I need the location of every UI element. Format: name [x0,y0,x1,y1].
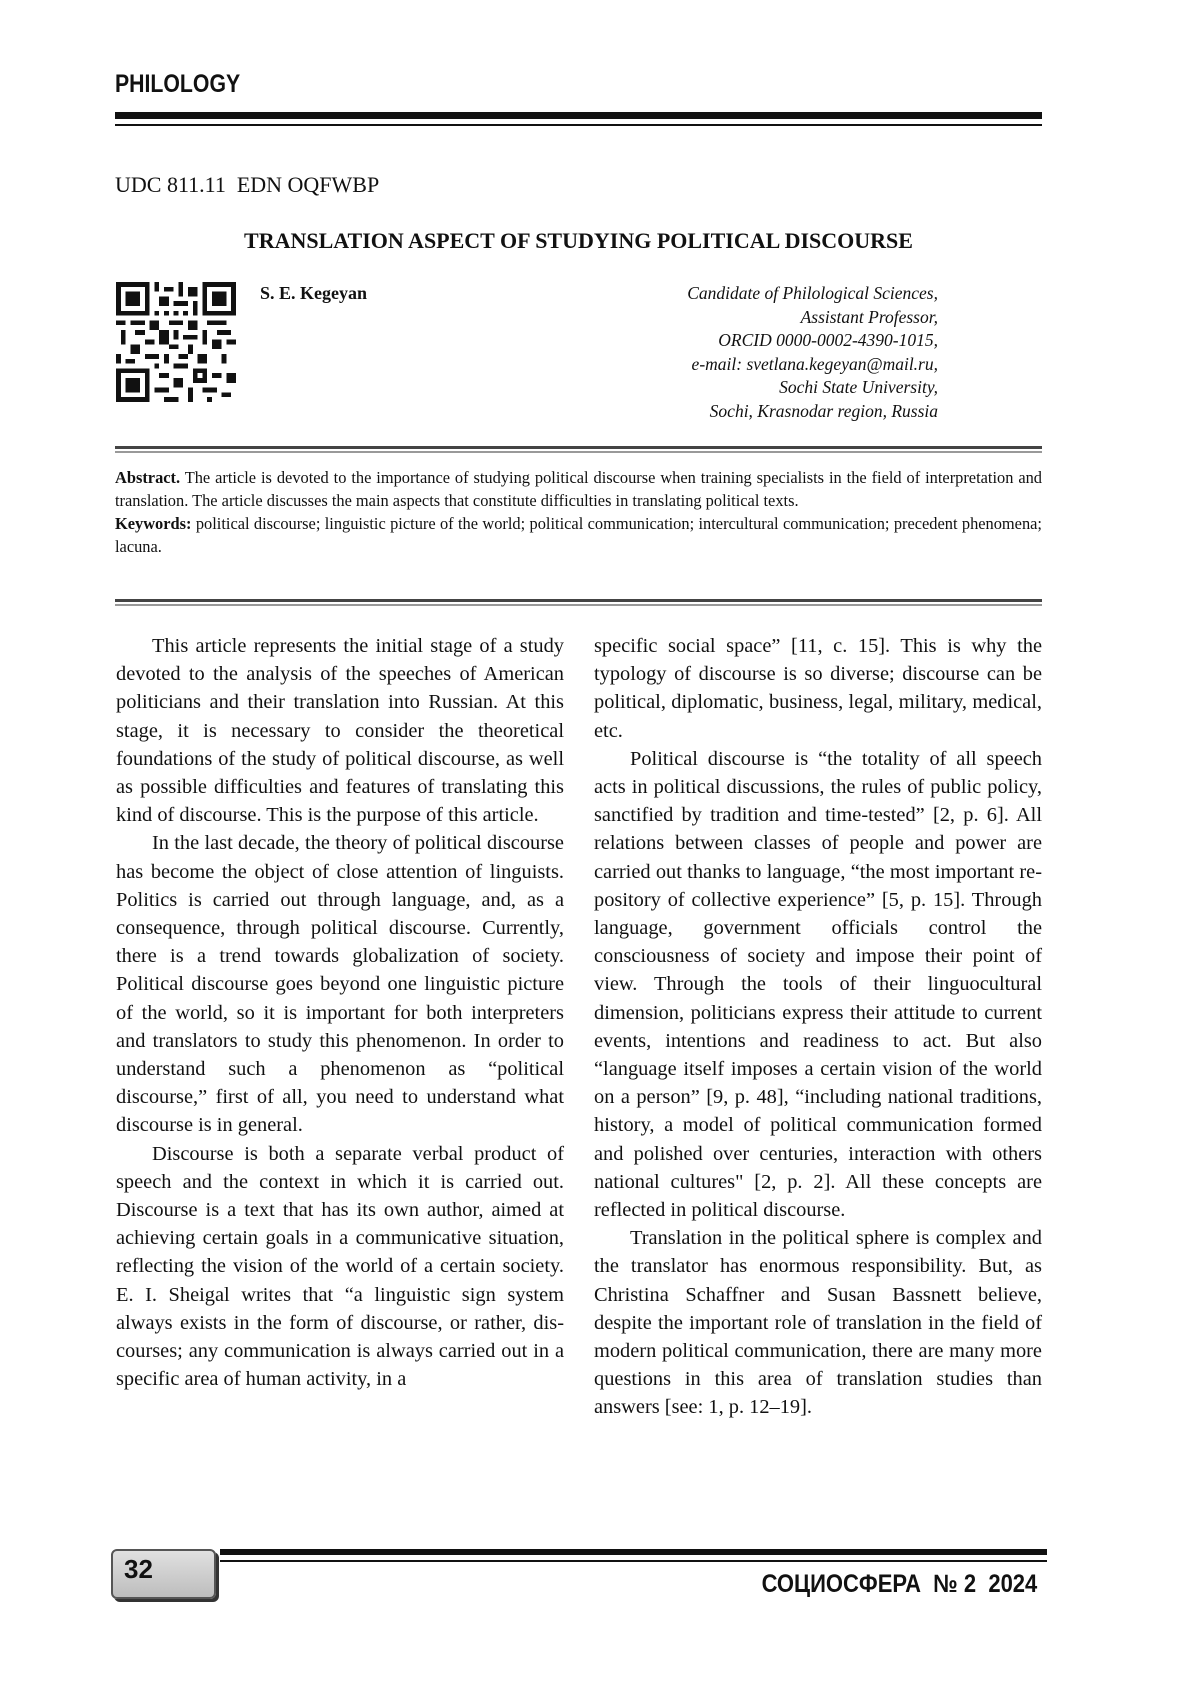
abstract-top-rule [115,446,1042,454]
body-paragraph: This article represents the initial stage of a study devoted to the analysis of the speeches of American politicians and their translation into Russian. At this stage, it is necessary to consider the theoretical foundations of the study of political discourse, as well as possible difficulties and features of translating this kind of discourse. This is the purpose of this article. [116,635,564,827]
section-title: PHILOLOGY [115,70,241,98]
udc-edn-line: UDC 811.11 EDN OQFWBP [115,172,380,197]
qr-code-icon [116,282,236,402]
affiliation-line: e-mail: svetlana.kegeyan@mail.ru, [691,353,938,374]
page-number: 32 [124,1554,153,1584]
keywords-label: Keywords: [115,514,192,533]
affiliation-line: Candidate of Philological Sciences, [687,283,938,303]
affiliation-line: ORCID 0000-0002-4390-1015, [718,330,938,350]
abstract-paragraph [115,466,1042,512]
body-paragraph: In the last decade, the theory of political discourse has become the object of close attention of linguists. Politics is carried out through language, and, as a consequence, through political discourse. Currently, there is a trend towards globalization of society. Political discourse goes beyond one linguistic picture of the world, so it is important for both interpreters and translators to study this phenomenon. In order to understand such a phenomenon as “political discourse,” first of all, you need to understand what discourse is in general. [116,832,564,1137]
affiliation-line: Sochi, Krasnodar region, Russia [709,400,938,421]
journal-name: СОЦИОСФЕРА № 2 2024 [761,1570,1037,1598]
abstract-bottom-rule [115,599,1042,607]
body-column-right [594,632,1042,1422]
body-paragraph: Political discourse is “the totality of all speech acts in political discussions, the rules of public policy, sanctified by tradition and time-tested” [2, p. 6]. All relations between classes of people and power are carried out thanks to language, “the most important repository of collective experience” [5, p. 15]. Through language, government officials control the consciousness of society and impose their point of view. Through the tools of their linguocultural dimension, politicians express their attitude to current events, intentions and readiness to act. But also “language itself imposes a certain vision of the world on a person” [9, p. 48], “including national traditions, history, a model of political communication formed and polished over centuries, interaction with others national cultures" [2, p. 2]. All these concepts are reflected in political discourse. [594,747,1042,1222]
body-paragraph: Discourse is both a separate verbal product of speech and the context in which it is carried out. Discourse is a text that has its own author, aimed at achieving certain goals in a communicative situation, reflecting the vision of the world of a certain society. E. I. Sheigal writes that “a linguistic sign system always exists in the form of discourse, or rather, discourses; any communication is always carried out in a specific area of human activity, in a [116,1142,564,1391]
footer-rule-thin [220,1560,1047,1562]
keywords-paragraph [115,512,1042,558]
header-rule-thin [115,124,1042,126]
footer-rule-thick [220,1549,1047,1555]
body-column-left [116,632,564,1393]
body-paragraph: Translation in the political sphere is complex and the translator has enormous responsibility. But, as Christina Schaffner and Susan Bassnett believe, despite the important role of translation in the field of modern political communication, there are many more questions in this area of translation studies than answers [see: 1, p. 12–19]. [594,1227,1042,1419]
affiliation-line: Sochi State University, [779,377,938,397]
keywords-text: political discourse; linguistic picture of the world; political communication; intercultural communication; precedent phenomena; lacuna. [115,514,1042,556]
author-affiliation [560,282,938,423]
abstract-block [115,466,1042,558]
header-rule-thick [115,112,1042,119]
affiliation-line: Assistant Professor, [800,306,938,327]
abstract-text: The article is devoted to the importance of studying political discourse when training specialists in the field of interpretation and translation. The article discusses the main aspects that constitute difficulties in translating political texts. [115,468,1042,510]
author-name: S. E. Kegeyan [260,283,368,303]
article-title: TRANSLATION ASPECT OF STUDYING POLITICAL DISCOURSE [244,228,913,253]
abstract-label: Abstract. [115,468,181,487]
body-paragraph-continued: specific social space” [11, c. 15]. This is why the typology of discourse is so diverse; discourse can be political, diplomatic, business, legal, military, medical, etc. [594,635,1042,742]
